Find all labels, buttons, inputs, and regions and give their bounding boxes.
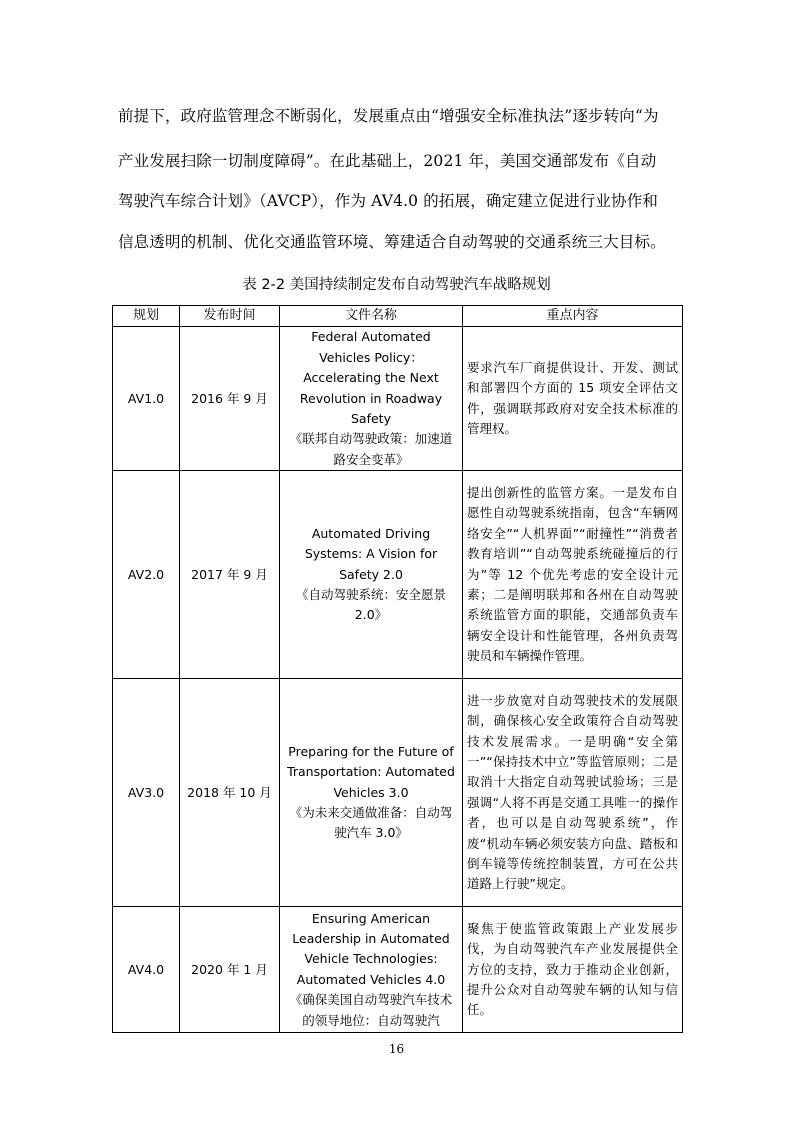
header-plan: 规划 — [113, 306, 180, 327]
plan-cell: AV3.0 — [113, 679, 180, 907]
document-cell — [280, 679, 463, 907]
header-content: 重点内容 — [463, 306, 683, 327]
document-name-zh: 《确保美国自动驾驶汽车技术的领导地位：自动驾驶汽 — [289, 992, 453, 1028]
table-row — [113, 471, 683, 679]
document-name-en: Automated Driving Systems: A Vision for Safety 2.0 — [304, 525, 438, 582]
table-header-row — [113, 306, 683, 327]
document-cell — [280, 907, 463, 1033]
plan-cell: AV4.0 — [113, 907, 180, 1033]
strategy-table — [112, 305, 683, 1033]
date-cell: 2020 年 1 月 — [180, 907, 280, 1033]
table-row — [113, 907, 683, 1033]
content-cell: 聚焦于使监管政策跟上产业发展步伐，为自动驾驶汽车产业发展提供全方位的支持，致力于推动企业创新，提升公众对自动驾驶车辆的认知与信任。 — [463, 907, 683, 1033]
plan-cell: AV1.0 — [113, 327, 180, 471]
document-name-zh: 《自动驾驶系统：安全愿景 2.0》 — [295, 586, 446, 623]
document-name-zh: 《为未来交通做准备：自动驾驶汽车 3.0》 — [289, 804, 453, 841]
date-cell: 2016 年 9 月 — [180, 327, 280, 471]
document-name-en: Federal Automated Vehicles Policy：Accelerating the Next Revolution in Roadway Safety — [299, 329, 443, 427]
document-cell — [280, 471, 463, 679]
document-name-zh: 《联邦自动驾驶政策：加速道路安全变革》 — [289, 431, 453, 467]
table-row — [113, 327, 683, 471]
table-caption: 表 2-2 美国持续制定发布自动驾驶汽车战略规划 — [242, 277, 551, 293]
plan-cell: AV2.0 — [113, 471, 180, 679]
document-name-en: Ensuring American Leadership in Automated Vehicle Technologies: Automated Vehicles 4.0 — [292, 910, 450, 987]
header-document: 文件名称 — [280, 306, 463, 327]
header-date: 发布时间 — [180, 306, 280, 327]
paragraph-line: 信息透明的机制、优化交通监管环境、筹建适合自动驾驶的交通系统三大目标。 — [118, 233, 666, 251]
date-cell: 2018 年 10 月 — [180, 679, 280, 907]
document-cell — [280, 327, 463, 471]
paragraph-line: 前提下，政府监管理念不断弱化，发展重点由“增强安全标准执法”逐步转向“为 — [118, 107, 659, 125]
content-cell: 提出创新性的监管方案。一是发布自愿性自动驾驶系统指南，包含“车辆网络安全”“人机界面”“耐撞性”“消费者教育培训”“自动驾驶系统碰撞后的行为”等 12 个优先考虑的安全设计元素；二是阐明联邦和各州在自动驾驶系统监管方面的职能，交通部负责车辆安全设计和性能管理，各州负责驾驶员和车辆操作管理。 — [463, 471, 683, 679]
table-row — [113, 679, 683, 907]
paragraph-line: 产业发展扫除一切制度障碍”。在此基础上，2021 年，美国交通部发布《自动 — [118, 152, 657, 170]
paragraph-line: 驾驶汽车综合计划》（AVCP），作为 AV4.0 的拓展，确定建立促进行业协作和 — [118, 192, 659, 210]
document-name-en: Preparing for the Future of Transportation: Automated Vehicles 3.0 — [287, 743, 455, 800]
date-cell: 2017 年 9 月 — [180, 471, 280, 679]
page-number: 16 — [388, 1042, 405, 1056]
content-cell: 要求汽车厂商提供设计、开发、测试和部署四个方面的 15 项安全评估文件，强调联邦政府对安全技术标准的管理权。 — [463, 327, 683, 471]
content-cell: 进一步放宽对自动驾驶技术的发展限制，确保核心安全政策符合自动驾驶技术发展需求。一是明确“安全第一”“保持技术中立”等监管原则；二是取消十大指定自动驾驶试验场；三是强调“人将不再是交通工具唯一的操作者，也可以是自动驾驶系统”，作废“机动车辆必须安装方向盘、踏板和倒车镜等传统控制装置，方可在公共道路上行驶”规定。 — [463, 679, 683, 907]
